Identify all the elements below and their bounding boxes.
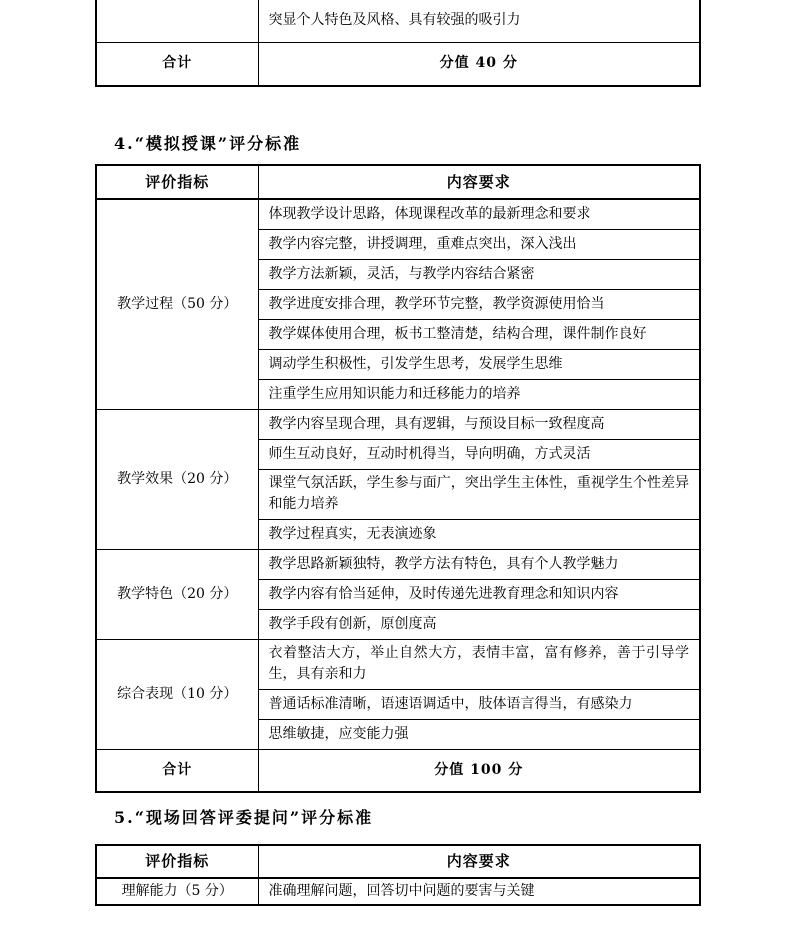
section-5-heading: 5.“现场回答评委提问”评分标准 — [114, 808, 374, 827]
empty-indicator-cell — [96, 0, 258, 42]
criteria-row: 师生互动良好，互动时机得当，导向明确，方式灵活 — [258, 439, 700, 469]
criteria-row: 思维敏捷，应变能力强 — [258, 719, 700, 749]
criteria-row: 普通话标准清晰，语速语调适中，肢体语言得当，有感染力 — [258, 689, 700, 719]
criteria-row: 教学内容呈现合理，具有逻辑，与预设目标一致程度高 — [258, 409, 700, 439]
column-header-requirement: 内容要求 — [258, 845, 700, 878]
group-label-teaching-process: 教学过程（50 分） — [96, 199, 258, 409]
criteria-row: 准确理解问题，回答切中问题的要害与关键 — [258, 878, 700, 905]
column-header-indicator: 评价指标 — [96, 165, 258, 199]
criteria-row: 调动学生积极性，引发学生思考，发展学生思维 — [258, 349, 700, 379]
criteria-row: 教学手段有创新，原创度高 — [258, 609, 700, 639]
group-label-teaching-features: 教学特色（20 分） — [96, 549, 258, 639]
group-label-overall-performance: 综合表现（10 分） — [96, 639, 258, 749]
criteria-row: 体现教学设计思路，体现课程改革的最新理念和要求 — [258, 199, 700, 229]
criteria-row: 衣着整洁大方，举止自然大方，表情丰富，富有修养，善于引导学生，具有亲和力 — [258, 639, 700, 689]
criteria-row: 教学媒体使用合理，板书工整清楚，结构合理，课件制作良好 — [258, 319, 700, 349]
criteria-row: 注重学生应用知识能力和迁移能力的培养 — [258, 379, 700, 409]
group-label-teaching-effect: 教学效果（20 分） — [96, 409, 258, 549]
total-value: 分值 100 分 — [258, 749, 700, 792]
group-label-comprehension: 理解能力（5 分） — [96, 878, 258, 905]
qa-score-table — [95, 844, 701, 906]
total-value: 分值 40 分 — [258, 42, 700, 86]
total-label: 合计 — [96, 42, 258, 86]
column-header-indicator: 评价指标 — [96, 845, 258, 878]
criteria-row: 突显个人特色及风格、具有较强的吸引力 — [258, 0, 700, 42]
carryover-score-table — [95, 0, 701, 87]
criteria-row: 教学内容完整，讲授调理，重难点突出，深入浅出 — [258, 229, 700, 259]
criteria-row: 教学过程真实，无表演迹象 — [258, 519, 700, 549]
criteria-row: 课堂气氛活跃，学生参与面广，突出学生主体性，重视学生个性差异和能力培养 — [258, 469, 700, 519]
criteria-row: 教学进度安排合理，教学环节完整，教学资源使用恰当 — [258, 289, 700, 319]
criteria-row: 教学思路新颖独特，教学方法有特色，具有个人教学魅力 — [258, 549, 700, 579]
section-4-heading: 4.“模拟授课”评分标准 — [114, 134, 302, 153]
criteria-row: 教学方法新颖，灵活，与教学内容结合紧密 — [258, 259, 700, 289]
total-label: 合计 — [96, 749, 258, 792]
column-header-requirement: 内容要求 — [258, 165, 700, 199]
mock-teaching-score-table — [95, 164, 701, 793]
criteria-row: 教学内容有恰当延伸，及时传递先进教育理念和知识内容 — [258, 579, 700, 609]
